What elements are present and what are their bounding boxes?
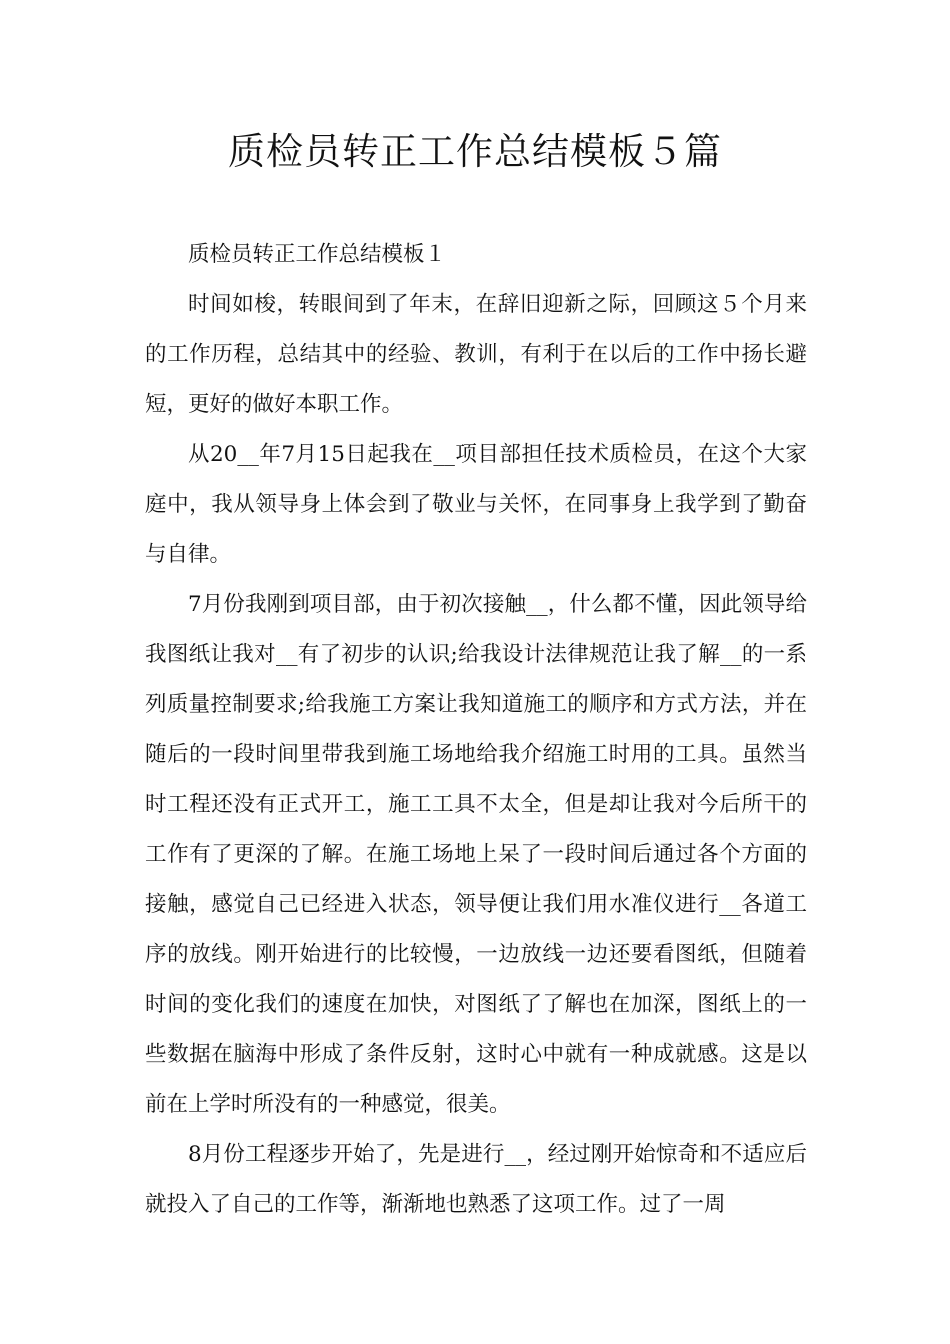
- paragraph: 8月份工程逐步开始了，先是进行__，经过刚开始惊奇和不适应后就投入了自己的工作等，渐渐地也熟悉了这项工作。过了一周: [145, 1142, 807, 1217]
- paragraph: 7月份我刚到项目部，由于初次接触__，什么都不懂，因此领导给我图纸让我对__有了初步的认识;给我设计法律规范让我了解__的一系列质量控制要求;给我施工方案让我知道施工的顺序和方式方法，并在随后的一段时间里带我到施工场地给我介绍施工时用的工具。虽然当时工程还没有正式开工，施工工具不太全，但是却让我对今后所干的工作有了更深的了解。在施工场地上呆了一段时间后通过各个方面的接触，感觉自己已经进入状态，领导便让我们用水准仪进行__各道工序的放线。刚开始进行的比较慢，一边放线一边还要看图纸，但随着时间的变化我们的速度在加快，对图纸了了解也在加深，图纸上的一些数据在脑海中形成了条件反射，这时心中就有一种成就感。这是以前在上学时所没有的一种感觉，很美。: [145, 592, 807, 1117]
- paragraph: 从20__年7月15日起我在__项目部担任技术质检员，在这个大家庭中，我从领导身上体会到了敬业与关怀，在同事身上我学到了勤奋与自律。: [145, 442, 807, 567]
- document-body: [145, 230, 807, 1230]
- paragraph: 时间如梭，转眼间到了年末，在辞旧迎新之际，回顾这５个月来的工作历程，总结其中的经验、教训，有利于在以后的工作中扬长避短，更好的做好本职工作。: [145, 292, 807, 417]
- document-title: 质检员转正工作总结模板５篇: [228, 130, 722, 173]
- section-heading: 质检员转正工作总结模板１: [188, 242, 447, 267]
